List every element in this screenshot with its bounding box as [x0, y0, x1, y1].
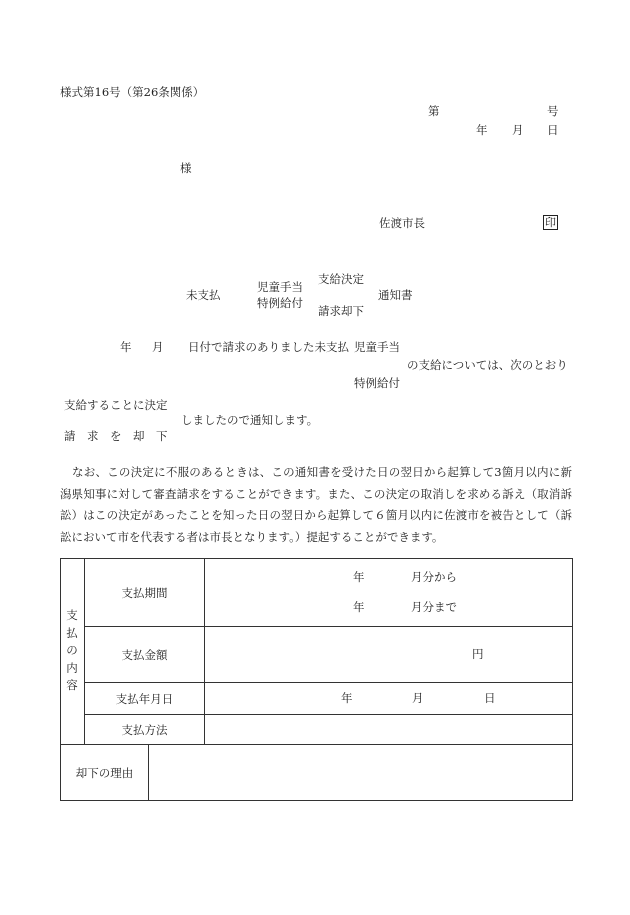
- payment-date-month: 月: [412, 691, 424, 705]
- amount-unit: 円: [472, 647, 484, 661]
- number-prefix: 第: [428, 104, 440, 118]
- period-to-month: 月分まで: [411, 600, 457, 614]
- table-divider-reason: [148, 744, 149, 801]
- group-char: の: [66, 643, 78, 658]
- body-option-top: 支給することに決定: [64, 398, 168, 412]
- body-allowance-top: 児童手当: [354, 340, 400, 354]
- payment-details-table: [60, 558, 573, 801]
- reason-label: 却下の理由: [75, 765, 134, 780]
- date-day-label: 日: [547, 123, 559, 137]
- table-border-right: [572, 558, 573, 801]
- body-year: 年: [120, 340, 132, 354]
- seal-mark: [543, 215, 558, 230]
- period-label: 支払期間: [121, 585, 168, 600]
- body-payment-text: の支給については、次のとおり: [407, 358, 568, 372]
- period-from-month: 月分から: [411, 570, 457, 584]
- amount-label: 支払金額: [121, 647, 168, 662]
- payment-contents-label: [60, 558, 84, 744]
- body-notify-text: しましたので通知します。: [181, 413, 319, 427]
- subject-allowance-bottom: 特例給付: [257, 296, 303, 310]
- body-option-bottom: 請 求 を 却 下: [64, 429, 168, 443]
- date-year-label: 年: [476, 123, 488, 137]
- group-char: 払: [66, 625, 78, 640]
- payment-date-year: 年: [341, 691, 353, 705]
- payment-date-day: 日: [484, 691, 496, 705]
- group-char: 容: [66, 678, 78, 693]
- body-month: 月: [152, 340, 164, 354]
- table-border-bottom: [60, 800, 573, 801]
- body-request-text: 日付で請求のありました未支払: [188, 340, 349, 354]
- form-number: 様式第16号（第26条関係）: [60, 85, 205, 99]
- period-from-year: 年: [353, 570, 365, 584]
- period-to-year: 年: [353, 600, 365, 614]
- seal-text: 印: [545, 216, 556, 229]
- table-divider-label: [204, 558, 205, 744]
- subject-decision-bottom: 請求却下: [318, 304, 364, 318]
- payment-date-label: 支払年月日: [115, 691, 174, 706]
- addressee-honorific: 様: [180, 161, 192, 175]
- body-allowance-bottom: 特例給付: [354, 376, 400, 390]
- date-month-label: 月: [512, 123, 524, 137]
- subject-misiharai: 未支払: [186, 288, 221, 302]
- sender-title: 佐渡市長: [379, 216, 425, 230]
- group-char: 内: [66, 660, 78, 675]
- appeal-notice-paragraph: なお、この決定に不服のあるときは、この通知書を受けた日の翌日から起算して3箇月以内に新潟県知事に対して審査請求をすることができます。また、この決定の取消しを求める訴え（取消訴訟）はこの決定があったことを知った日の翌日から起算して６箇月以内に佐渡市を被告として（訴訟において市を代表する者は市長となります。）提起することができます。: [60, 465, 572, 544]
- subject-notice: 通知書: [378, 288, 413, 302]
- subject-decision-top: 支給決定: [318, 272, 364, 286]
- subject-allowance-top: 児童手当: [257, 280, 303, 294]
- group-char: 支: [66, 608, 78, 623]
- number-suffix: 号: [547, 104, 559, 118]
- method-label: 支払方法: [121, 722, 168, 737]
